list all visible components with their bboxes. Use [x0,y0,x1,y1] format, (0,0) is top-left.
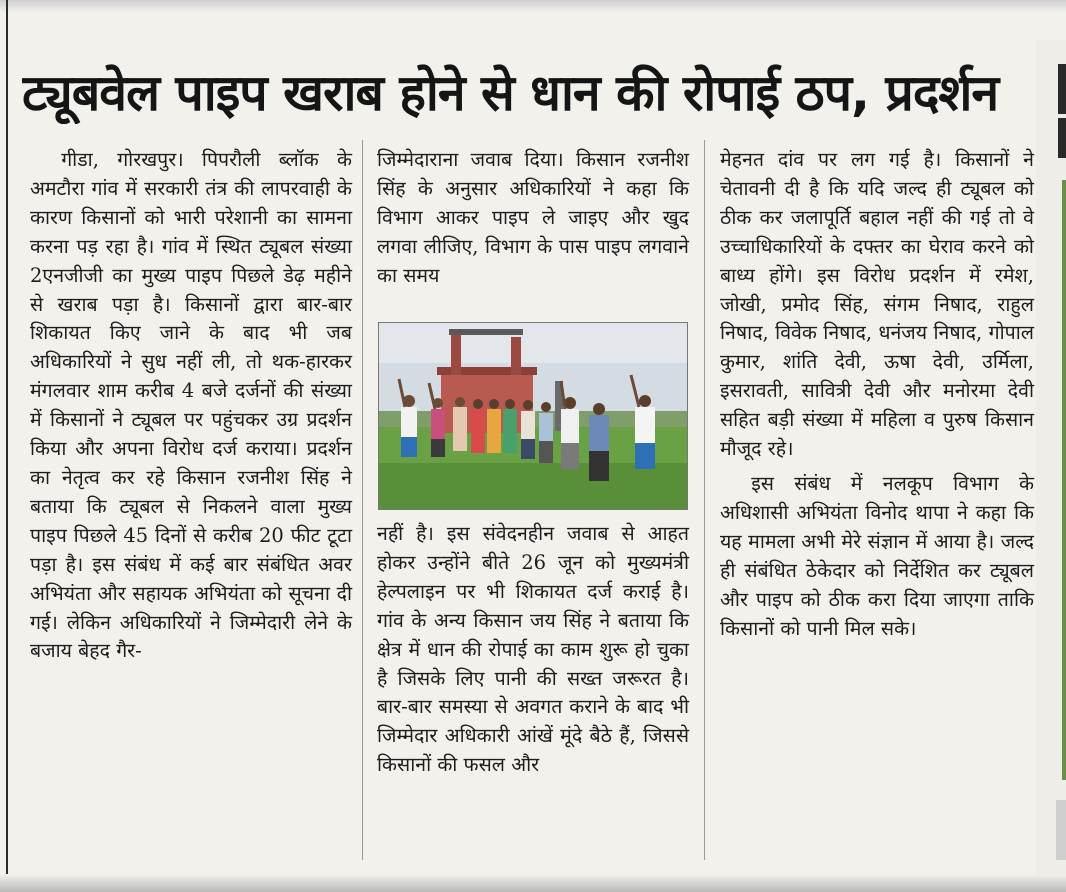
article-column-2-top [377,146,689,291]
page-top-edge [0,0,1066,12]
column-divider [362,140,363,860]
left-column-rule [6,0,8,892]
article-paragraph: गीडा, गोरखपुर। पिपरौली ब्लॉक के अमटौरा गांव में सरकारी तंत्र की लापरवाही के कारण किसानों को भारी परेशानी का सामना करना पड़ रहा है। गांव में स्थित ट्यूबल संख्या 2एनजीजी का मुख्य पाइप पिछले डेढ़ महीने से खराब पड़ा है। किसानों द्वारा बार-बार शिकायत किए जाने के बाद भी जब अधिकारियों ने सुध नहीं ली, तो थक-हारकर मंगलवार शाम करीब 4 बजे दर्जनों की संख्या में किसानों ने ट्यूबल पर पहुंचकर उग्र प्रदर्शन किया और अपना विरोध दर्ज कराया। प्रदर्शन का नेतृत्व कर रहे किसान रजनीश सिंह ने बताया कि ट्यूबल से निकलने वाला मुख्य पाइप पिछले 45 दिनों से करीब 20 फीट टूटा पड़ा है। इस संबंध में कई बार संबंधित अवर अभियंता और सहायक अभियंता को सूचना दी गई। लेकिन अधिकारियों ने जिम्मेदारी लेने के बजाय बेहद गैर- [30,148,352,663]
article-column-2-bottom [377,520,689,780]
article-paragraph: इस संबंध में नलकूप विभाग के अधिशासी अभियंता विनोद थापा ने कहा कि यह मामला अभी मेरे संज्ञान में आया है। जल्द ही संबंधित ठेकेदार को निर्देशित कर ट्यूबल और पाइप को ठीक करा दिया जाएगा ताकि किसानों को पानी मिल सके। [720,471,1034,640]
article-paragraph: नहीं है। इस संवेदनहीन जवाब से आहत होकर उन्होंने बीते 26 जून को मुख्यमंत्री हेल्पलाइन पर भी शिकायत दर्ज कराई है। गांव के अन्य किसान जय सिंह ने बताया कि क्षेत्र में धान की रोपाई का काम शुरू हो चुका है जिसके लिए पानी की सख्त जरूरत है। बार-बार समस्या से अवगत कराने के बाद भी जिम्मेदार अधिकारी आंखें मूंदे बैठे हैं, जिससे किसानों की फसल और [377,522,689,777]
column-divider [704,140,705,860]
article-paragraph: मेहनत दांव पर लग गई है। किसानों ने चेतावनी दी है कि यदि जल्द ही ट्यूबल को ठीक कर जलापूर्ति बहाल नहीं की गई तो वे उच्चाधिकारियों के दफ्तर का घेराव करने को बाध्य होंगे। इस विरोध प्रदर्शन में रमेश, जोखी, प्रमोद सिंह, संगम निषाद, राहुल निषाद, विवेक निषाद, धनंजय निषाद, गोपाल कुमार, शांति देवी, ऊषा देवी, उर्मिला, इसरावती, सावित्री देवी और मनोरमा देवी सहित बड़ी संख्या में महिला व पुरुष किसान मौजूद रहे। [720,148,1034,461]
protest-photo [378,322,688,510]
article-paragraph: जिम्मेदाराना जवाब दिया। किसान रजनीश सिंह के अनुसार अधिकारियों ने कहा कि विभाग आकर पाइप ले जाइए और खुद लगवा लीजिए, विभाग के पास पाइप लगवाने का समय [377,148,689,287]
article-column-3 [720,146,1034,643]
adjacent-page-edge [1036,40,1066,892]
headline: ट्यूबवेल पाइप खराब होने से धान की रोपाई ठप, प्रदर्शन [22,63,999,122]
article-column-1 [30,146,352,666]
page-bottom-edge [0,874,1066,892]
